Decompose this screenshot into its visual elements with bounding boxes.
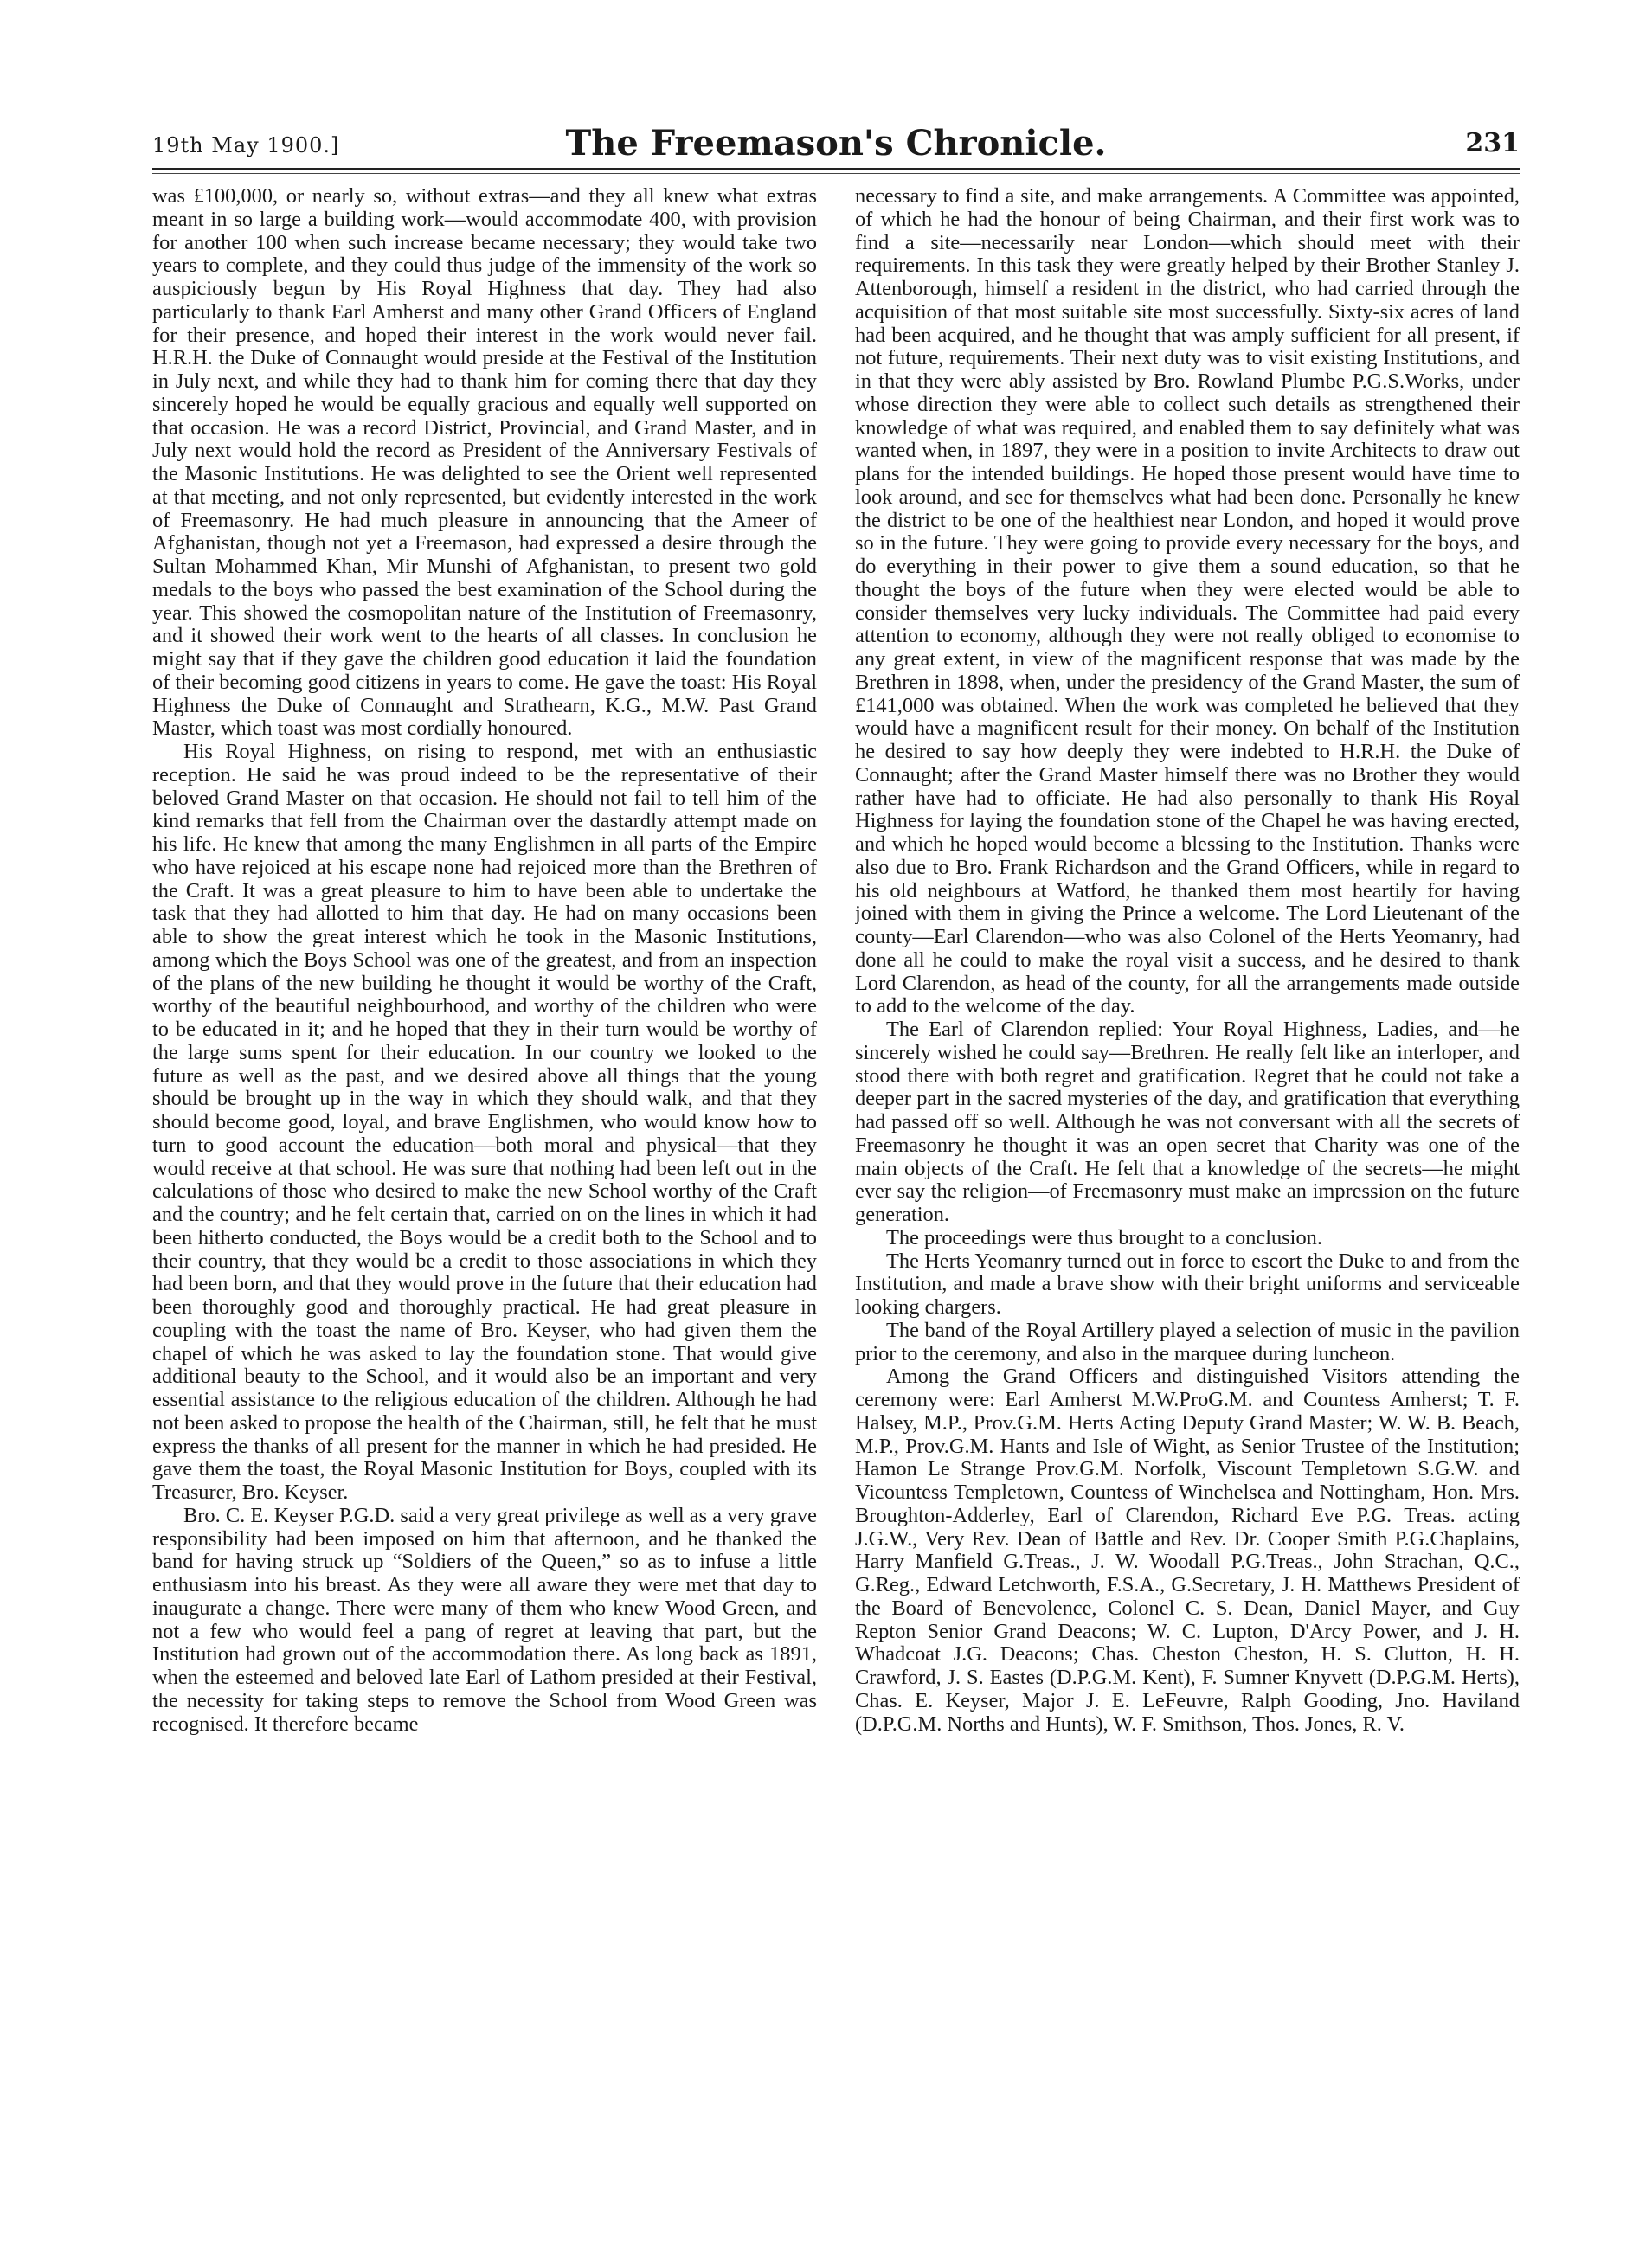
paragraph: necessary to find a site, and make arrangements. A Committee was appointed, of which he had the honour of being Chairman, and their first work was to find a site—necessarily near London—which should meet with their requirements. In this task they were greatly helped by their Brother Stanley J. Attenborough, himself a resident in the district, who had carried through the acquisition of that most suitable site most successfully. Sixty-six acres of land had been acquired, and he thought that was amply sufficient for all present, if not future, requirements. Their next duty was to visit existing Institutions, and in that they were ably assisted by Bro. Rowland Plumbe P.G.S.Works, under whose direction they were able to collect such details as strengthened their knowledge of what was required, and enabled them to say definitely what was wanted when, in 1897, they were in a position to invite Architects to draw out plans for the intended buildings. He hoped those present would have time to look around, and see for themselves what had been done. Personally he knew the district to be one of the healthiest near London, and hoped it would prove so in the future. They were going to provide every necessary for the boys, and do everything in their power to give them a sound education, so that he thought the boys of the future when they were elected would be able to consider themselves very lucky individuals. The Committee had paid every attention to economy, although they were not really obliged to economise to any great extent, in view of the magnificent response that was made by the Brethren in 1898, when, under the presidency of the Grand Master, the sum of £141,000 was obtained. When the work was completed he believed that they would have a magnificent result for their money. On behalf of the Institution he desired to say how deeply they were indebted to H.R.H. the Duke of Connaught; after the Grand Master himself there was no Brother they would rather have had to officiate. He had also personally to thank His Royal Highness for laying the foundation stone of the Chapel he was having erected, and which he hoped would become a blessing to the Institution. Thanks were also due to Bro. Frank Richardson and the Grand Officers, while in regard to his old neighbours at Watford, he thanked them most heartily for having joined with them in giving the Prince a welcome. The Lord Lieutenant of the county—Earl Clarendon—who was also Colonel of the Herts Yeomanry, had done all he could to make the royal visit a success, and he desired to thank Lord Clarendon, as head of the county, for all the arrangements made outside to add to the welcome of the day. <box>855 185 1520 1018</box>
paragraph: His Royal Highness, on rising to respond, met with an enthusiastic reception. He said he was proud indeed to be the representative of their beloved Grand Master on that occasion. He should not fail to tell him of the kind remarks that fell from the Chairman over the dastardly attempt made on his life. He knew that among the many Englishmen in all parts of the Empire who have rejoiced at his escape none had rejoiced more than the Brethren of the Craft. It was a great pleasure to him to have been able to undertake the task that they had allotted to him that day. He had on many occasions been able to show the great interest which he took in the Masonic Institutions, among which the Boys School was one of the greatest, and from an inspection of the plans of the new building he thought it would be worthy of the Craft, worthy of the beautiful neighbourhood, and worthy of the children who were to be educated in it; and he hoped that they in their turn would be worthy of the large sums spent for their education. In our country we looked to the future as well as the past, and we desired above all things that the young should be brought up in the way in which they should walk, and that they should become good, loyal, and brave Englishmen, who would know how to turn to good account the education—both moral and physical—that they would receive at that school. He was sure that nothing had been left out in the calculations of those who desired to make the new School worthy of the Craft and the country; and he felt certain that, carried on on the lines in which it had been hitherto conducted, the Boys would be a credit both to the School and to their country, that they would be a credit to those associations in which they had been born, and that they would prove in the future that their education had been thoroughly good and thoroughly practical. He had great pleasure in coupling with the toast the name of Bro. Keyser, who had given them the chapel of which he was asked to lay the foundation stone. That would give additional beauty to the School, and it would also be an important and very essential assistance to the religious education of the children. Although he had not been asked to propose the health of the Chairman, still, he felt that he must express the thanks of all present for the manner in which he had presided. He gave them the toast, the Royal Masonic Institution for Boys, coupled with its Treasurer, Bro. Keyser. <box>152 740 817 1504</box>
publication-title: The Freemason's Chronicle. <box>565 123 1107 164</box>
right-column <box>855 185 1520 2184</box>
paragraph: Bro. C. E. Keyser P.G.D. said a very great privilege as well as a very grave responsibility had been imposed on him that afternoon, and he thanked the band for having struck up “Soldiers of the Queen,” so as to infuse a little enthusiasm into his breast. As they were all aware they were met that day to inaugurate a change. There were many of them who knew Wood Green, and not a few who would feel a pang of regret at leaving that part, but the Institution had grown out of the accommodation there. As long back as 1891, when the esteemed and beloved late Earl of Lathom presided at their Festival, the necessity for taking steps to remove the School from Wood Green was recognised. It therefore became <box>152 1503 817 1736</box>
paragraph: was £100,000, or nearly so, without extras—and they all knew what extras meant in so large a building work—would accommodate 400, with provision for another 100 when such increase became necessary; they would take two years to complete, and they could thus judge of the immensity of the work so auspiciously begun by His Royal Highness that day. They had also particularly to thank Earl Amherst and many other Grand Officers of England for their presence, and hoped their interest in the work would never fail. H.R.H. the Duke of Connaught would preside at the Festival of the Institution in July next, and while they had to thank him for coming there that day they sincerely hoped he would be equally gracious and equally well supported on that occasion. He was a record District, Provincial, and Grand Master, and in July next would hold the record as President of the Anniversary Festivals of the Masonic Institutions. He was delighted to see the Orient well represented at that meeting, and not only represented, but evidently interested in the work of Freemasonry. He had much pleasure in announcing that the Ameer of Afghanistan, though not yet a Freemason, had expressed a desire through the Sultan Mohammed Khan, Mir Munshi of Afghanistan, to present two gold medals to the boys who passed the best examination of the School during the year. This showed the cosmopolitan nature of the Institution of Freemasonry, and it showed their work went to the hearts of all classes. In conclusion he might say that if they gave the children good education it laid the foundation of their becoming good citizens in years to come. He gave the toast: His Royal Highness the Duke of Connaught and Strathearn, K.G., M.W. Past Grand Master, which toast was most cordially honoured. <box>152 185 817 741</box>
issue-date: 19th May 1900.] <box>152 133 340 157</box>
paragraph: The proceedings were thus brought to a conclusion. <box>886 1225 1322 1249</box>
paragraph: Among the Grand Officers and distinguished Visitors attending the ceremony were: Earl Amherst M.W.ProG.M. and Countess Amherst; T. F. Halsey, M.P., Prov.G.M. Herts Acting Deputy Grand Master; W. W. B. Beach, M.P., Prov.G.M. Hants and Isle of Wight, as Senior Trustee of the Institution; Hamon Le Strange Prov.G.M. Norfolk, Viscount Templetown S.G.W. and Vicountess Templetown, Countess of Winchelsea and Nottingham, Hon. Mrs. Broughton-Adderley, Earl of Clarendon, Richard Eve P.G. Treas. acting J.G.W., Very Rev. Dean of Battle and Rev. Dr. Cooper Smith P.G.Chaplains, Harry Manfield G.Treas., J. W. Woodall P.G.Treas., John Strachan, Q.C., G.Reg., Edward Letchworth, F.S.A., G.Secretary, J. H. Matthews President of the Board of Benevolence, Colonel C. S. Dean, Daniel Mayer, and Guy Repton Senior Grand Deacons; W. C. Lupton, D'Arcy Power, and J. H. Whadcoat J.G. Deacons; Chas. Cheston Cheston, H. S. Clutton, H. H. Crawford, J. S. Eastes (D.P.G.M. Kent), F. Sumner Knyvett (D.P.G.M. Herts), Chas. E. Keyser, Major J. E. LeFeuvre, Ralph Gooding, Jno. Haviland (D.P.G.M. Norths and Hunts), W. F. Smithson, Thos. Jones, R. V. <box>855 1365 1520 1736</box>
header-rule-thin <box>152 173 1520 174</box>
paragraph: The Herts Yeomanry turned out in force to escort the Duke to and from the Institution, and made a brave show with their bright uniforms and serviceable looking chargers. <box>855 1249 1520 1319</box>
paragraph: The Earl of Clarendon replied: Your Royal Highness, Ladies, and—he sincerely wished he could say—Brethren. He really felt like an interloper, and stood there with both regret and gratification. Regret that he could not take a deeper part in the sacred mysteries of the day, and gratification that everything had passed off so well. Although he was not conversant with all the secrets of Freemasonry he thought it was an open secret that Charity was one of the main objects of the Craft. He felt that a knowledge of the secrets—he might ever say the religion—of Freemasonry must make an impression on the future generation. <box>855 1018 1520 1226</box>
header-rule <box>152 168 1520 170</box>
paragraph: The band of the Royal Artillery played a selection of music in the pavilion prior to the ceremony, and also in the marquee during luncheon. <box>855 1318 1520 1365</box>
page-header <box>152 123 1520 166</box>
page-number: 231 <box>1465 128 1520 158</box>
left-column <box>152 185 817 2184</box>
